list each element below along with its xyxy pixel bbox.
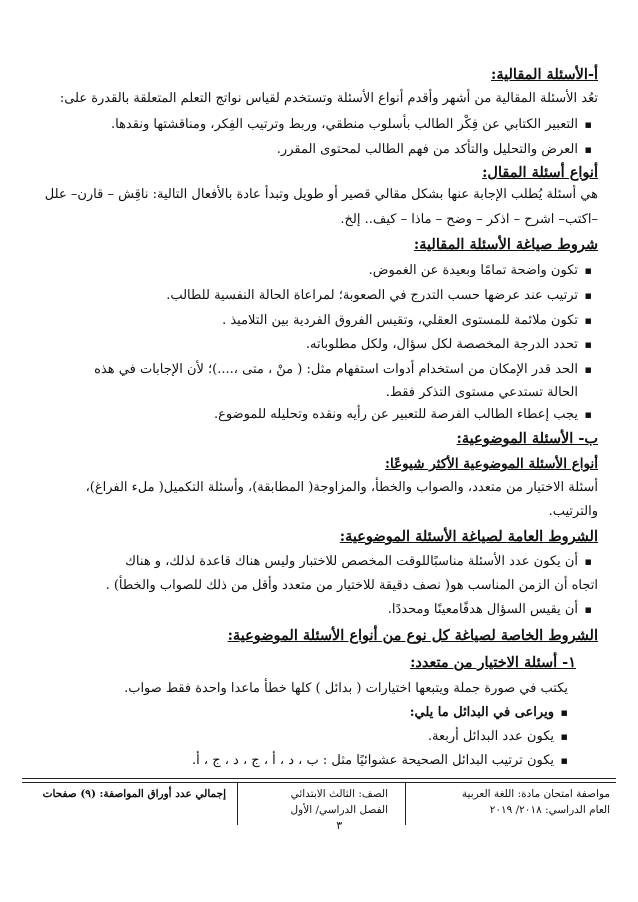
footer-grade-info [291, 786, 388, 834]
mcq-bullet-2: ▪ يكون ترتيب البدائل الصحيحة عشوائيًا مثل : ب ، د ، أ ، ج ، د ، ج ، أ. [192, 752, 554, 770]
condition-bullet-5-cont: الحالة تستدعي مستوى التذكر فقط. [385, 385, 578, 400]
essay-heading: أ-الأسئلة المقالية: [491, 66, 598, 83]
condition-bullet-6: ▪ يجب إعطاء الطالب الفرصة للتعبير عن رأيه ونقده وتحليله للموضوع. [214, 406, 578, 424]
mcq-heading: ١- أسئلة الاختيار من متعدد: [410, 654, 576, 671]
footer-year: العام الدراسي: ٢٠١٨/ ٢٠١٩ [489, 804, 610, 816]
essay-bullet-2: ▪ العرض والتحليل والتأكد من فهم الطالب لمحتوى المقرر. [277, 141, 578, 159]
conditions-heading: شروط صياغة الأسئلة المقالية: [413, 236, 598, 253]
types-heading: أنواع أسئلة المقال: [482, 164, 598, 181]
essay-bullet-1: ▪ التعبير الكتابي عن فِكْر الطالب بأسلوب منطقي، وربط وترتيب الفِكر، ومناقشتها ونقدها. [111, 116, 578, 134]
footer-term: الفصل الدراسي/ الأول [290, 804, 388, 816]
general-conditions-heading: الشروط العامة لصياغة الأسئلة الموضوعية: [339, 528, 598, 545]
essay-definition: تعُد الأسئلة المقالية من أشهر وأقدم أنواع الأسئلة وتستخدم لقياس نواتج التعلم المتعلقة بالقدرة على: [59, 91, 598, 106]
general-condition-1-cont: اتجاه أن الزمن المناسب هو( نصف دقيقة للاختيار من متعدد وأقل من ذلك للصواب والخطأ) . [105, 578, 598, 593]
condition-bullet-1: ▪ تكون واضحة تمامًا وبعيدة عن الغموض. [369, 262, 578, 280]
mcq-bullet-1: ▪ يكون عدد البدائل أربعة. [428, 728, 554, 746]
objective-types-text-2: والترتيب. [548, 504, 598, 519]
page-number: ٣ [336, 819, 343, 832]
condition-bullet-5: ▪ الحد قدر الإمكان من استخدام أدوات استفهام مثل: ( منْ ، متى ،....)؛ لأن الإجابات في هذه [94, 361, 578, 379]
objective-types-heading: أنواع الأسئلة الموضوعية الأكثر شيوعًا: [385, 456, 598, 472]
mcq-text: يكتب في صورة جملة ويتبعها اختيارات ( بدائل ) كلها خطأ ماعدا واحدة فقط صواب. [124, 681, 568, 696]
general-condition-1: ▪ أن يكون عدد الأسئلة مناسبًاللوقت المخصص للاختبار وليس هناك قاعدة لذلك، و هناك [125, 553, 578, 571]
types-text-1: هي أسئلة يُطلب الإجابة عنها بشكل مقالي قصير أو طويل وتبدأ عادة بالأفعال التالية: ناقِش – قارن– علل [44, 187, 598, 202]
footer-divider-thin [22, 782, 616, 783]
specific-conditions-heading: الشروط الخاصة لصياغة كل نوع من أنواع الأسئلة الموضوعية: [227, 627, 598, 644]
footer-divider [22, 778, 616, 779]
footer-total-pages: إجمالي عدد أوراق المواصفة: (٩) صفحات [42, 788, 226, 800]
mcq-consider: ▪ ويراعى في البدائل ما يلي: [410, 704, 554, 722]
footer-separator-2 [237, 783, 238, 825]
footer-grade: الصف: الثالث الابتدائي [290, 788, 388, 800]
condition-bullet-4: ▪ تحدد الدرجة المخصصة لكل سؤال، ولكل مطلوباته. [306, 336, 578, 354]
footer-subject: مواصفة امتحان مادة: اللغة العربية [461, 788, 610, 800]
footer-exam-info [462, 786, 610, 818]
types-text-2: –اكتب– اشرح – اذكر – وضح – ماذا – كيف.. إلخ. [340, 212, 598, 227]
condition-bullet-3: ▪ تكون ملائمة للمستوى العقلي، وتقيس الفروق الفردية بين التلاميذ . [222, 312, 578, 330]
condition-bullet-2: ▪ ترتيب عند عرضها حسب التدرج في الصعوبة؛ لمراعاة الحالة النفسية للطالب. [166, 287, 578, 305]
general-condition-2: ▪ أن يقيس السؤال هدفًامعينًا ومحددًا. [388, 601, 578, 619]
objective-types-text-1: أسئلة الاختيار من متعدد، والصواب والخطأ، والمزاوجة( المطابقة)، وأسئلة التكميل( ملء الفراغ)، [85, 480, 598, 495]
objective-heading: ب- الأسئلة الموضوعية: [456, 430, 598, 447]
footer-separator-1 [405, 783, 406, 825]
